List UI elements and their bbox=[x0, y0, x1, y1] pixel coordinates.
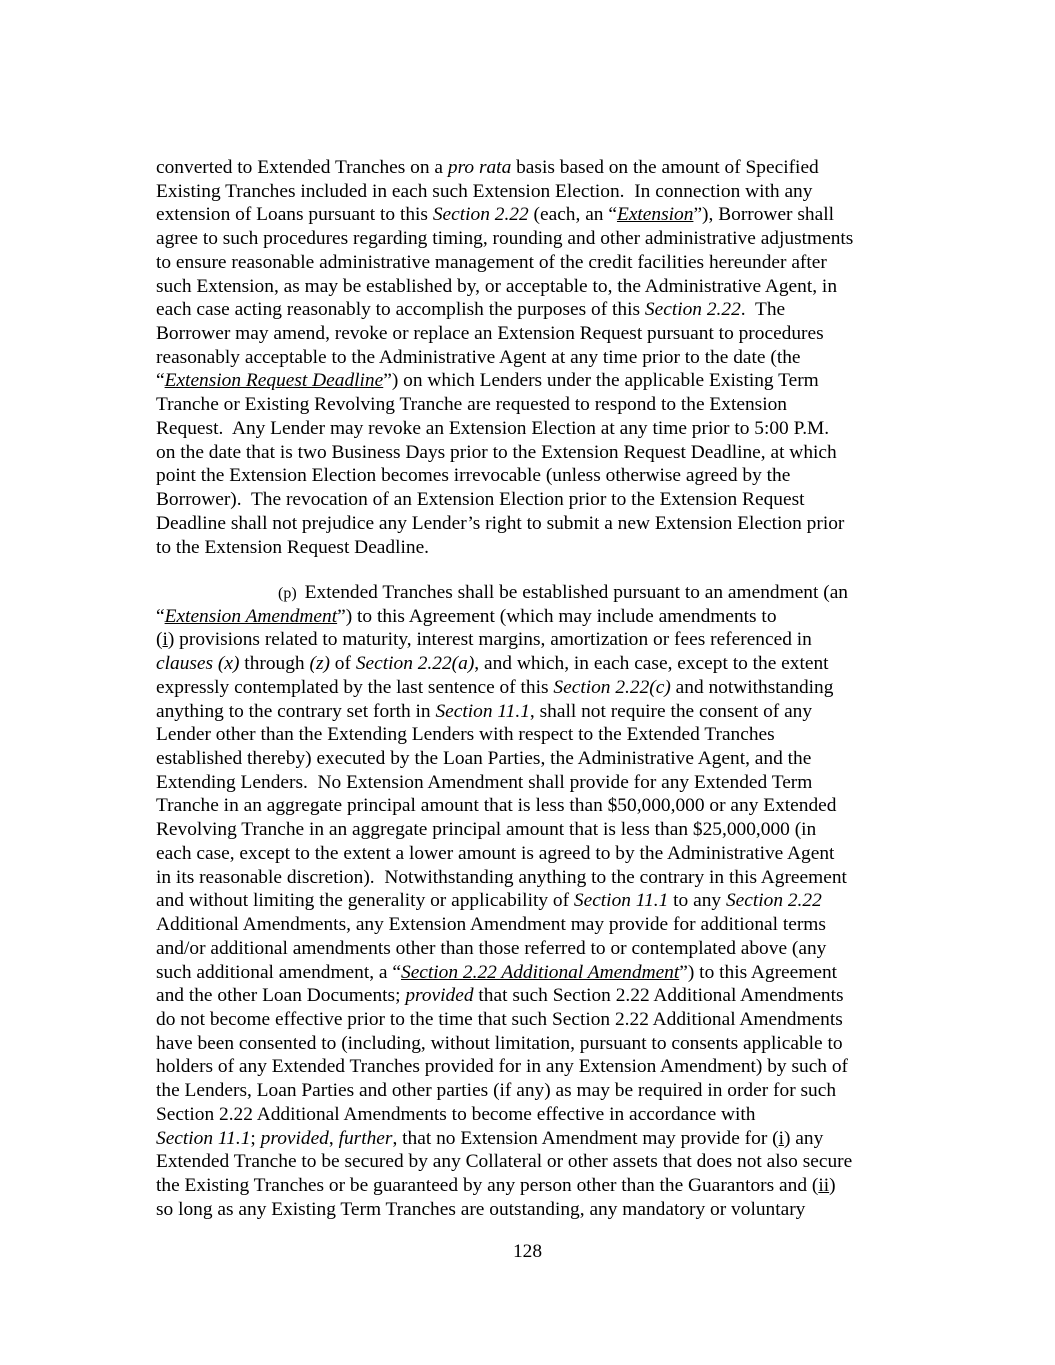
text-line: Section 2.22 Additional Amendments to become effective in accordance with bbox=[156, 1103, 756, 1125]
text-line: the Existing Tranches or be guaranteed by any person other than the Guarantors and (ii) bbox=[156, 1175, 836, 1196]
text-line: and the other Loan Documents; provided that such Section 2.22 Additional Amendments bbox=[156, 985, 844, 1007]
text-line: point the Extension Election becomes irrevocable (unless otherwise agreed by the bbox=[156, 465, 791, 487]
text-line: Extending Lenders. No Extension Amendment shall provide for any Extended Term bbox=[156, 771, 813, 793]
text-line: established thereby) executed by the Loan Parties, the Administrative Agent, and the bbox=[156, 748, 812, 770]
text-line: Extended Tranche to be secured by any Collateral or other assets that does not also secure bbox=[156, 1151, 853, 1173]
text-line: such additional amendment, a “Section 2.22 Additional Amendment”) to this Agreement bbox=[156, 961, 838, 983]
text-line: have been consented to (including, without limitation, pursuant to consents applicable to bbox=[156, 1032, 843, 1054]
text-line: Tranche or Existing Revolving Tranche are requested to respond to the Extension bbox=[156, 394, 787, 416]
text-line: do not become effective prior to the time that such Section 2.22 Additional Amendments bbox=[156, 1008, 843, 1030]
text-line: Section 11.1; provided, further, that no Extension Amendment may provide for (i) any bbox=[156, 1127, 824, 1149]
text-line: “Extension Amendment”) to this Agreement (which may include amendments to bbox=[156, 605, 777, 627]
text-line: Borrower may amend, revoke or replace an Extension Request pursuant to procedures bbox=[156, 323, 824, 345]
text-line: the Lenders, Loan Parties and other parties (if any) as may be required in order for such bbox=[156, 1080, 837, 1102]
text-line: Lender other than the Extending Lenders with respect to the Extended Tranches bbox=[156, 724, 775, 746]
text-line: Deadline shall not prejudice any Lender’s right to submit a new Extension Election prior bbox=[156, 512, 845, 534]
text-line: reasonably acceptable to the Administrative Agent at any time prior to the date (the bbox=[156, 346, 801, 368]
text-line: extension of Loans pursuant to this Section 2.22 (each, an “Extension”), Borrower shall bbox=[156, 204, 834, 226]
text-line: so long as any Existing Term Tranches are outstanding, any mandatory or voluntary bbox=[156, 1198, 806, 1220]
text-line: Tranche in an aggregate principal amount that is less than $50,000,000 or any Extended bbox=[156, 795, 837, 817]
text-line: expressly contemplated by the last sentence of this Section 2.22(c) and notwithstanding bbox=[156, 676, 834, 698]
text-line: each case, except to the extent a lower amount is agreed to by the Administrative Agent bbox=[156, 842, 835, 864]
text-line: holders of any Extended Tranches provided for in any Extension Amendment) by such of bbox=[156, 1056, 849, 1078]
text-line: on the date that is two Business Days prior to the Extension Request Deadline, at which bbox=[156, 441, 837, 463]
text-line: Existing Tranches included in each such Extension Election. In connection with any bbox=[156, 180, 813, 202]
text-line: and without limiting the generality or applicability of Section 11.1 to any Section 2.22 bbox=[156, 890, 822, 912]
text-line: each case acting reasonably to accomplish the purposes of this Section 2.22. The bbox=[156, 299, 786, 321]
text-line: to ensure reasonable administrative management of the credit facilities hereunder after bbox=[156, 251, 827, 273]
text-line: Borrower). The revocation of an Extension Election prior to the Extension Request bbox=[156, 489, 805, 511]
text-line: anything to the contrary set forth in Section 11.1, shall not require the consent of any bbox=[156, 700, 813, 722]
text-line: (p) Extended Tranches shall be established pursuant to an amendment (an bbox=[278, 582, 849, 603]
text-line: converted to Extended Tranches on a pro rata basis based on the amount of Specified bbox=[156, 157, 819, 178]
text-line: Revolving Tranche in an aggregate principal amount that is less than $25,000,000 (in bbox=[156, 819, 817, 841]
paragraph-marker: (p) bbox=[278, 585, 305, 602]
text-line: agree to such procedures regarding timing, rounding and other administrative adjustments bbox=[156, 228, 854, 250]
text-line: (i) provisions related to maturity, interest margins, amortization or fees referenced in bbox=[156, 629, 812, 651]
text-line: such Extension, as may be established by, or acceptable to, the Administrative Agent, in bbox=[156, 275, 838, 297]
text-line: Additional Amendments, any Extension Amendment may provide for additional terms bbox=[156, 914, 826, 936]
text-line: “Extension Request Deadline”) on which Lenders under the applicable Existing Term bbox=[156, 370, 819, 392]
text-line: and/or additional amendments other than those referred to or contemplated above (any bbox=[156, 937, 827, 959]
text-line: to the Extension Request Deadline. bbox=[156, 536, 430, 558]
text-line: clauses (x) through (z) of Section 2.22(a), and which, in each case, except to the extent bbox=[156, 653, 829, 675]
text-line: Request. Any Lender may revoke an Extension Election at any time prior to 5:00 P.M. bbox=[156, 417, 830, 439]
page-number: 128 bbox=[512, 1241, 543, 1262]
text-line: in its reasonable discretion). Notwithstanding anything to the contrary in this Agreement bbox=[156, 866, 847, 888]
